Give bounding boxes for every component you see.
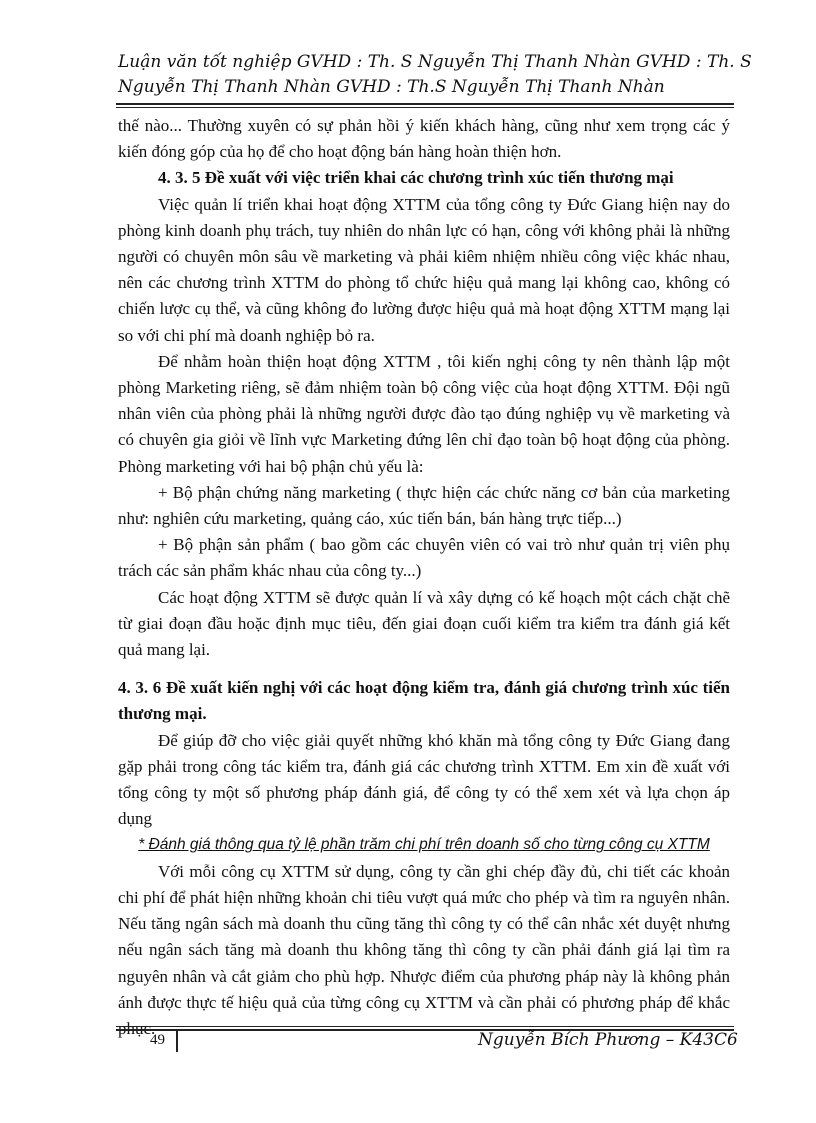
paragraph: Việc quản lí triển khai hoạt động XTTM của tổng công ty Đức Giang hiện nay do phòng kinh doanh phụ trách, tuy nhiên do nhân lực có hạn, công với không phải là những người có chuyên môn sâu về marketing và phải kiêm nhiệm nhiều công việc khác nhau, nên các chương trình XTTM do phòng tổ chức hiệu quả mang lại không cao, không có chiến lược cụ thể, và cũng không đo lường được hiệu quả mà hoạt động XTTM mạng lại so với chi phí mà doanh nghiệp bỏ ra. [118, 194, 730, 345]
method-subtitle: * Đánh giá thông qua tỷ lệ phần trăm chi phí trên doanh số cho từng công cụ XTTM [138, 836, 710, 854]
section-heading-4-3-5: 4. 3. 5 Đề xuất với việc triển khai các chương trình xúc tiến thương mại [158, 168, 674, 188]
paragraph: Các hoạt động XTTM sẽ được quản lí và xây dựng có kế hoạch một cách chặt chẽ từ giai đoạn đầu hoặc định mục tiêu, đến giai đoạn cuối kiểm tra kiểm tra đánh giá kết quả mang lại. [118, 587, 730, 660]
list-item-marketing-function: + Bộ phận chứng năng marketing ( thực hiện các chức năng cơ bản của marketing như: nghiên cứu marketing, quảng cáo, xúc tiến bán, bán hàng trực tiếp...) [118, 482, 730, 529]
page-number: 49 [150, 1032, 165, 1048]
header-line-2: Nguyễn Thị Thanh Nhàn GVHD : Th.S Nguyễn Thị Thanh Nhàn [118, 77, 665, 97]
footer-author: Nguyễn Bích Phương – K43C6 [478, 1030, 738, 1050]
paragraph: Để giúp đỡ cho việc giải quyết những khó khăn mà tổng công ty Đức Giang đang gặp phải trong công tác kiểm tra, đánh giá các chương trình XTTM. Em xin đề xuất với tổng công ty một số phương pháp đánh giá, để công ty có thể xem xét và lựa chọn áp dụng [118, 730, 730, 829]
paragraph: Với mỗi công cụ XTTM sử dụng, công ty cần ghi chép đầy đủ, chi tiết các khoản chi phí để phát hiện những khoản chi tiêu vượt quá mức cho phép và tìm ra nguyên nhân. Nếu tăng ngân sách mà doanh thu cũng tăng thì công ty có thể cân nhắc xét duyệt nhưng nếu ngân sách tăng mà doanh thu không tăng thì công ty cần phải đánh giá lại tìm ra nguyên nhân và cắt giảm cho phù hợp. Nhược điểm của phương pháp này là không phản ánh được thực tế hiệu quả của từng công cụ XTTM và cần phải có phương pháp để khắc [118, 861, 730, 1012]
footer-separator [176, 1030, 178, 1052]
page-body [118, 113, 730, 1042]
header-line-1: Luận văn tốt nghiệp GVHD : Th. S Nguyễn Thị Thanh Nhàn GVHD : Th. S [118, 52, 752, 72]
header-rule [116, 103, 734, 108]
paragraph: Để nhằm hoàn thiện hoạt động XTTM , tôi kiến nghị công ty nên thành lập một phòng Marketing riêng, sẽ đảm nhiệm toàn bộ công việc của hoạt động XTTM. Đội ngũ nhân viên của phòng phải là những người được đào tạo đúng nghiệp vụ về marketing và có chuyên gia giỏi về lĩnh vực Marketing đứng lên chỉ đạo toàn bộ hoạt động của phòng. Phòng marketing với hai bộ phận chủ yếu là: [118, 351, 730, 476]
paragraph-continuation: thế nào... Thường xuyên có sự phản hồi ý kiến khách hàng, cũng như xem trọng các ý kiến đóng góp của họ để cho hoạt động bán hàng hoàn thiện hơn. [118, 116, 730, 162]
section-heading-4-3-6: 4. 3. 6 Đề xuất kiến nghị với các hoạt động kiểm tra, đánh giá chương trình xúc tiến thương mại. [118, 678, 730, 724]
list-item-product-department: + Bộ phận sản phẩm ( bao gồm các chuyên viên có vai trò như quản trị viên phụ trách các sản phẩm khác nhau của công ty...) [118, 535, 730, 581]
page-header [118, 50, 752, 100]
